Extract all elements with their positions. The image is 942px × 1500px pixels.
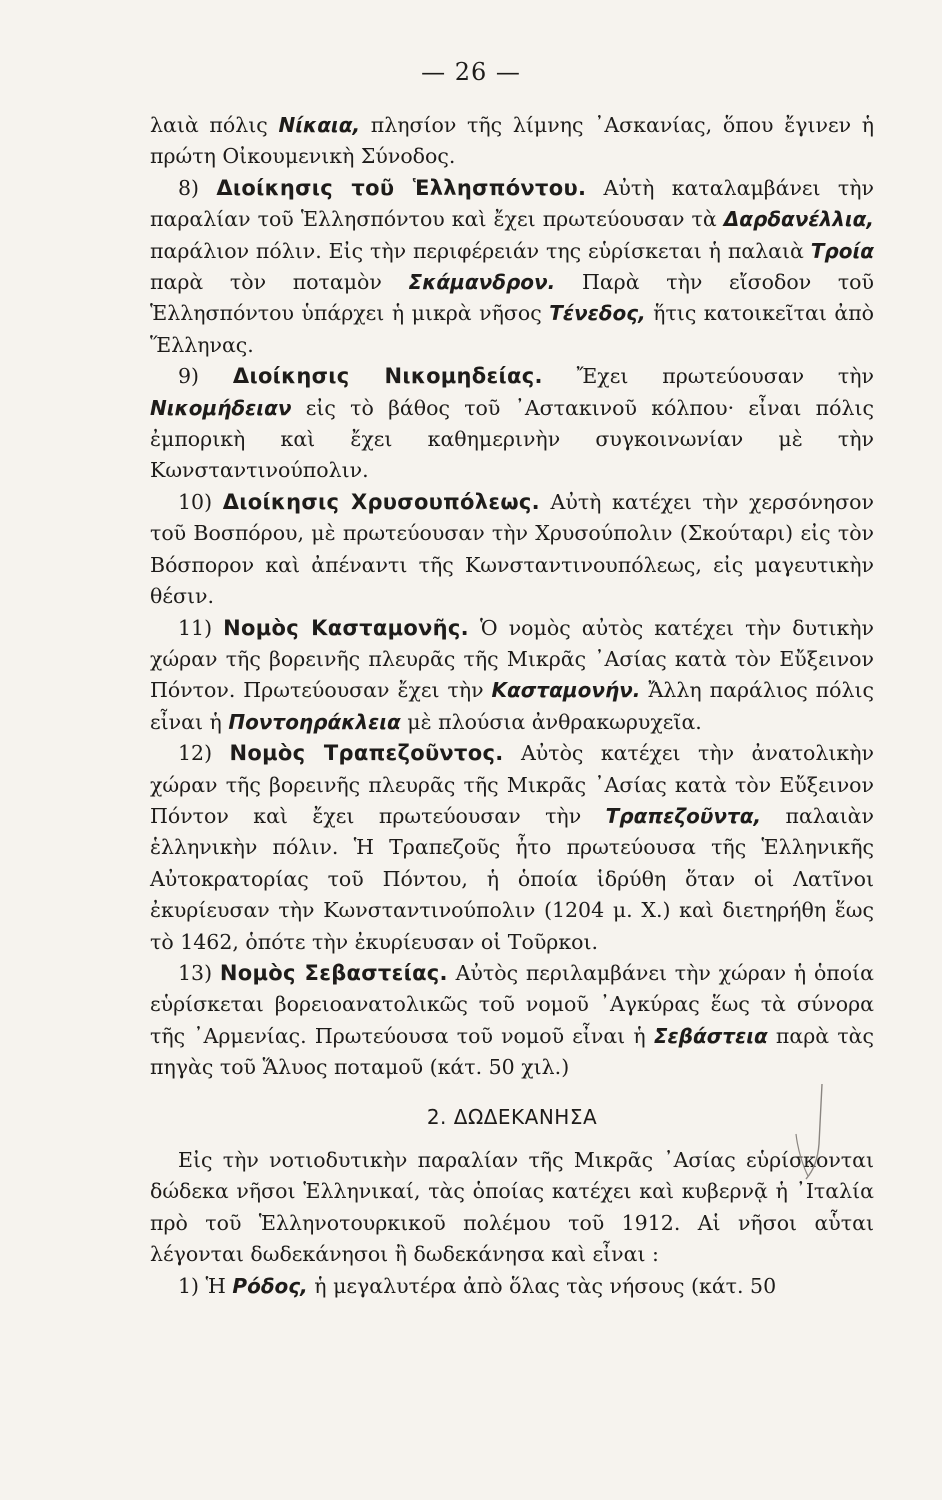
body-text	[150, 110, 874, 1302]
text-run: 12)	[178, 741, 230, 766]
paragraph	[150, 958, 874, 1084]
text-run: Αὐτὸς περιλαμβάνει τὴν χώραν ἡ ὁποία εὑρίσκεται βορειοανατολικῶς τοῦ νομοῦ ᾿Αγκύρας ἕως τὰ σύνορα τῆς ᾿Αρμενίας. Πρωτεύουσα τοῦ νομοῦ εἶναι ἡ	[150, 960, 874, 1048]
text-run: Ἄλλη παράλιος πόλις εἶναι ἡ	[150, 678, 874, 734]
text-run: Αὐτὸς κατέχει τὴν ἀνατολικὴν χώραν τῆς βορεινῆς πλευρᾶς τῆς Μικρᾶς ᾿Ασίας κατὰ τὸν Εὔξεινον Πόντον καὶ ἔχει πρωτεύουσαν τὴν	[150, 741, 874, 828]
paragraphs-before	[150, 110, 874, 1084]
section-heading: Νομὸς Κασταμονῆς.	[223, 615, 469, 640]
place-name: Σεβάστεια	[653, 1023, 768, 1048]
paragraph	[150, 613, 874, 739]
text-run: μὲ πλούσια ἀνθρακωρυχεῖα.	[400, 709, 702, 734]
text-run: Ὁ νομὸς αὐτὸς κατέχει τὴν δυτικὴν χώραν τῆς βορεινῆς πλευρᾶς τῆς Μικρᾶς ᾿Ασίας κατὰ τὸν Εὔξεινον Πόντον. Πρωτεύουσαν ἔχει τὴν	[150, 615, 874, 703]
paragraphs-after	[150, 1145, 874, 1302]
text-run: 1) Ἡ	[178, 1273, 233, 1298]
text-run: Παρὰ τὴν εἴσοδον τοῦ Ἑλλησπόντου ὑπάρχει ἡ μικρὰ νῆσος	[150, 270, 874, 326]
text-run: πλησίον τῆς λίμνης ᾿Ασκανίας, ὅπου ἔγινεν ἡ πρώτη Οἰκουμενικὴ Σύνοδος.	[150, 113, 875, 169]
place-name: Ποντοηράκλεια	[228, 709, 401, 734]
section-title: 2. ΔΩΔΕΚΑΝΗΣΑ	[426, 1104, 598, 1129]
text-run: 10)	[178, 489, 223, 514]
paragraph	[150, 361, 874, 487]
pencil-mark-drawing	[792, 1082, 842, 1182]
text-run: λαιὰ πόλις	[150, 113, 279, 137]
place-name: Ρόδος,	[232, 1273, 308, 1298]
place-name: Τένεδος,	[549, 301, 646, 326]
text-run: παλαιὰν ἑλληνικὴν πόλιν. Ἡ Τραπεζοῦς ἦτο πρωτεύουσα τῆς Ἑλληνικῆς Αὐτοκρατορίας τοῦ Πόντου, ἡ ὁποία ἱδρύθη ὅταν οἱ Λατῖνοι ἐκυρίευσαν τὴν Κωνσταντινούπολιν (1204 μ. Χ.) καὶ διετηρήθη ἕως τὸ 1462, ὁπότε τὴν ἐκυρίευσαν οἱ Τοῦρκοι.	[150, 803, 874, 954]
text-run: παρὰ τὸν ποταμὸν	[150, 270, 409, 295]
text-run: 9)	[178, 364, 233, 389]
paragraph	[150, 487, 874, 613]
text-run: παράλιον πόλιν. Εἰς τὴν περιφέρειάν της εὑρίσκεται ἡ παλαιὰ	[150, 238, 811, 263]
section-heading: Διοίκησις τοῦ Ἑλλησπόντου.	[216, 175, 587, 200]
text-run: 8)	[178, 175, 217, 200]
section-heading: Διοίκησις Νικομηδείας.	[232, 364, 543, 389]
place-name: Νίκαια,	[278, 113, 361, 137]
text-run: Εἰς τὴν νοτιοδυτικὴν παραλίαν τῆς Μικρᾶς ᾿Ασίας εὑρίσκονται δώδεκα νῆσοι Ἑλληνικαί, τὰς ὁποίας κατέχει καὶ κυβερνᾷ ἡ ᾿Ιταλία πρὸ τοῦ Ἑλληνοτουρκικοῦ πολέμου τοῦ 1912. Αἱ νῆσοι αὗται λέγονται δωδεκάνησοι ἢ δωδεκάνησα καὶ εἶναι :	[150, 1148, 874, 1267]
text-run: εἰς τὸ βάθος τοῦ ᾿Αστακινοῦ κόλπου· εἶναι πόλις ἐμπορικὴ καὶ ἔχει καθημερινὴν συγκοινωνίαν μὲ τὴν Κωνσταντινούπολιν.	[150, 395, 874, 483]
section-heading: Νομὸς Τραπεζοῦντος.	[229, 741, 504, 766]
section-heading: Διοίκησις Χρυσουπόλεως.	[222, 489, 540, 514]
page-number: — 26 —	[421, 58, 521, 86]
place-name: Δαρδανέλλια,	[723, 207, 874, 232]
paragraph	[150, 1271, 874, 1302]
paragraph	[150, 738, 874, 958]
text-run: παρὰ τὰς πηγὰς τοῦ Ἅλυος ποταμοῦ (κάτ. 50 χιλ.)	[150, 1023, 874, 1080]
paragraph	[150, 110, 874, 173]
paragraph	[150, 1145, 874, 1271]
text-run: ἥτις κατοικεῖται ἀπὸ Ἕλληνας.	[150, 301, 875, 357]
text-run: 13)	[178, 960, 220, 985]
section-heading: Νομὸς Σεβαστείας.	[219, 960, 448, 985]
place-name: Σκάμανδρον.	[408, 270, 556, 295]
text-run: Ἔχει πρωτεύουσαν τὴν	[542, 364, 874, 389]
place-name: Κασταμονήν.	[491, 678, 641, 703]
text-run: 11)	[178, 615, 224, 640]
place-name: Τραπεζοῦντα,	[605, 803, 762, 828]
place-name: Νικομήδειαν	[150, 395, 292, 420]
place-name: Τροία	[810, 238, 874, 263]
text-run: Αὐτὴ καταλαμβάνει τὴν παραλίαν τοῦ Ἑλλησπόντου καὶ ἔχει πρωτεύουσαν τὰ	[150, 175, 875, 232]
paragraph	[150, 173, 874, 361]
text-run: Αὐτὴ κατέχει τὴν χερσόνησον τοῦ Βοσπόρου, μὲ πρωτεύουσαν τὴν Χρυσούπολιν (Σκούταρι) εἰς τὸν Βόσπορον καὶ ἀπέναντι τῆς Κωνσταντινουπόλεως, εἰς μαγευτικὴν θέσιν.	[150, 489, 874, 609]
text-run: ἡ μεγαλυτέρα ἀπὸ ὅλας τὰς νήσους (κάτ. 50	[307, 1273, 777, 1298]
